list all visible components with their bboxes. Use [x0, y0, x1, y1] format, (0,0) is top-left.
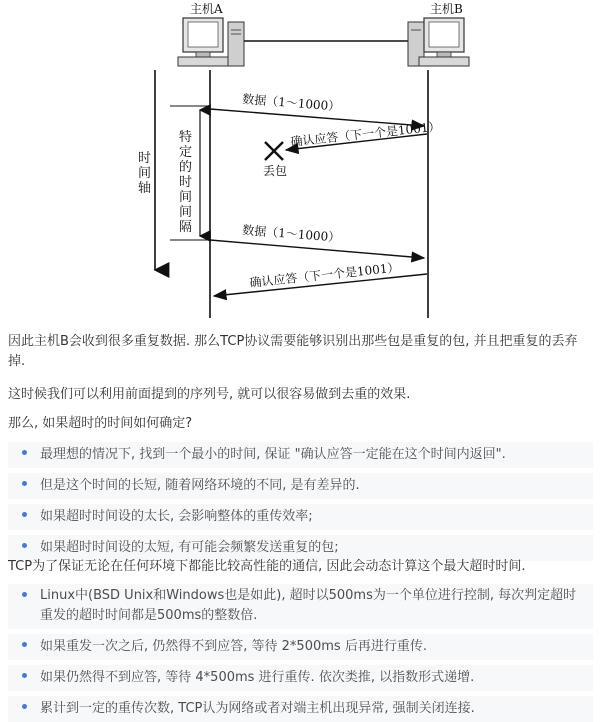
- paragraph-timeout-question: 那么, 如果超时的时间如何确定?: [8, 416, 193, 431]
- list-item: 如果仍然得不到应答, 等待 4*500ms 进行重传. 依次类推, 以指数形式递增.: [8, 665, 593, 691]
- list-item: 如果超时时间设的太短, 有可能会频繁发送重复的包;: [8, 535, 593, 561]
- list-item: 但是这个时间的长短, 随着网络环境的不同, 是有差异的.: [8, 473, 593, 499]
- bullet-icon: [22, 450, 27, 455]
- host-b-label: 主机B: [430, 2, 463, 16]
- bullet-icon: [22, 704, 27, 709]
- time-axis-label: 时 间 轴: [138, 151, 152, 196]
- paragraph-duplicate-data: 因此主机B会收到很多重复数据. 那么TCP协议需要能够识别出那些包是重复的包, 并且把重复的丢弃掉.: [8, 334, 578, 369]
- list-item: 最理想的情况下, 找到一个最小的时间, 保证 "确认应答一定能在这个时间内返回".: [8, 442, 593, 468]
- lost-label: 丢包: [263, 164, 288, 178]
- ack-label-1: 确认应答（下一个是1001）: [289, 119, 442, 149]
- host-b-computer-icon: [408, 18, 469, 66]
- bullet-icon: [22, 592, 27, 597]
- list-item: 累计到一定的重传次数, TCP认为网络或者对端主机出现异常, 强制关闭连接.: [8, 696, 593, 722]
- bullet-icon: [22, 642, 27, 647]
- list-item: 如果重发一次之后, 仍然得不到应答, 等待 2*500ms 后再进行重传.: [8, 634, 593, 660]
- ack-label-2: 确认应答（下一个是1001）: [248, 260, 401, 290]
- paragraph-dynamic-timeout: TCP为了保证无论在任何环境下都能比较高性能的通信, 因此会动态计算这个最大超时时间.: [8, 559, 526, 574]
- data-label-2: 数据（1～1000）: [241, 223, 341, 245]
- timeout-considerations-list: [8, 442, 593, 561]
- data-label-1: 数据（1～1000）: [241, 92, 341, 114]
- bullet-icon: [22, 543, 27, 548]
- host-a-label: 主机A: [190, 2, 223, 16]
- tcp-retransmission-diagram: [0, 0, 600, 322]
- packet-lost-icon: [265, 142, 283, 160]
- bullet-icon: [22, 481, 27, 486]
- list-item: 如果超时时间设的太长, 会影响整体的重传效率;: [8, 504, 593, 530]
- paragraph-sequence-dedup: 这时候我们可以利用前面提到的序列号, 就可以很容易做到去重的效果.: [8, 387, 411, 402]
- bullet-icon: [22, 673, 27, 678]
- host-a-computer-icon: [178, 18, 244, 66]
- retransmission-rules-list: [8, 584, 593, 722]
- interval-label: 特 定 的 时 间 间 隔: [179, 130, 193, 235]
- list-item: Linux中(BSD Unix和Windows也是如此), 超时以500ms为一个单位进行控制, 每次判定超时重发的超时时间都是500ms的整数倍.: [8, 584, 593, 629]
- bullet-icon: [22, 512, 27, 517]
